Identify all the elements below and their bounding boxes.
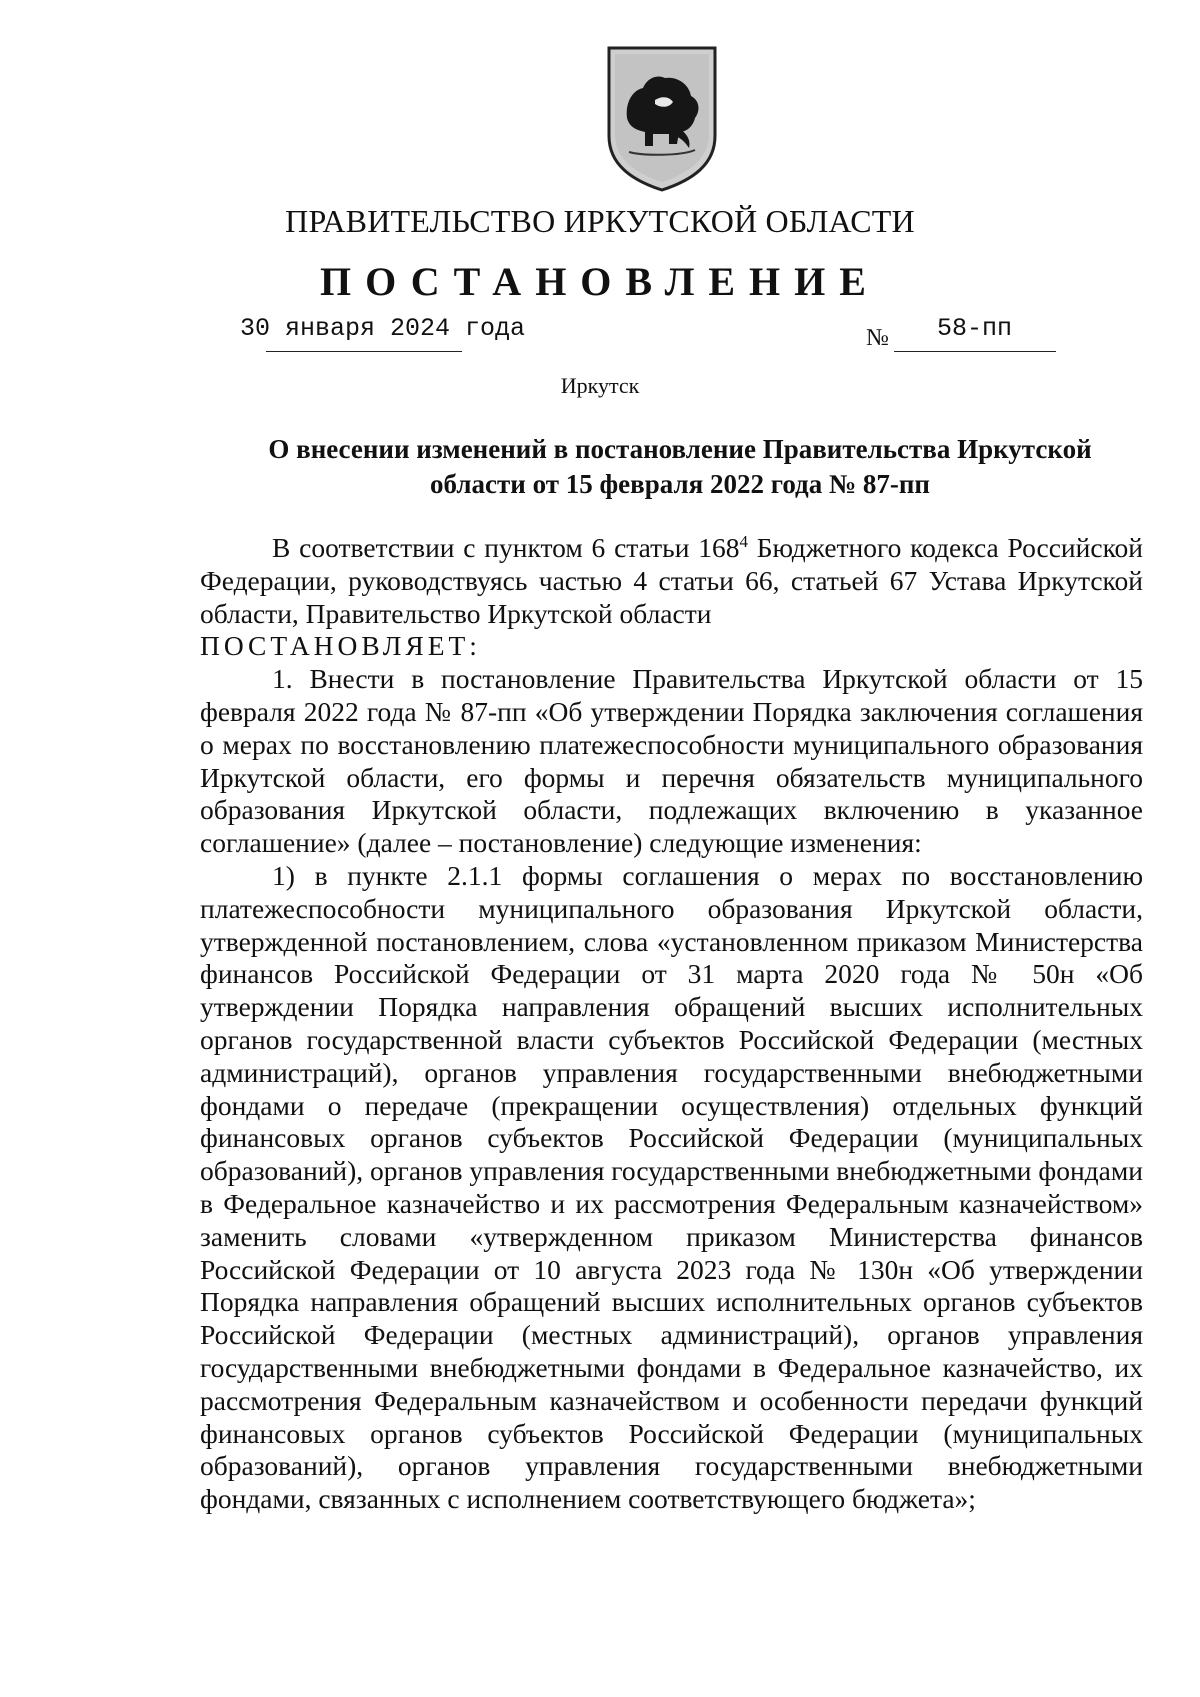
decree-word: ПОСТАНОВЛЯЕТ: [200,630,481,662]
paragraph-1: 1. Внести в постановление Правительства Иркутской области от 15 февраля 2022 года № 87-пп «Об утверждении Порядка заключения соглашения о мерах по восстановлению платежеспособности муниципального образования Иркутской области, его формы и перечня обязательств муниципального образования Иркутской области, подлежащих включению в указанное соглашение» (далее – постановление) следующие изменения: [200,663,1143,859]
coat-of-arms-icon [603,44,721,192]
preamble-text-continued: Бюджетного кодекса Российской Федерации, руководствуясь частью 4 статьи 66, статьей 67 Устава Иркутской области, Правительство Иркутской области [200,532,1144,629]
document-title-line-1: О внесении изменений в постановление Правительства Иркутской [268,434,1092,464]
preamble-paragraph [200,532,1143,630]
document-body [200,532,1143,1516]
city: Иркутск [560,373,640,398]
document-type: ПОСТАНОВЛЕНИЕ [320,259,880,304]
document-title-line-2: области от 15 февраля 2022 года № 87-пп [430,469,930,499]
article-superscript: 4 [739,532,748,551]
date-underline [266,351,462,352]
document-date: 30 января 2024 года [240,314,526,343]
paragraph-1-subitem-1: 1) в пункте 2.1.1 формы соглашения о мерах по восстановлению платежеспособности муниципального образования Иркутской области, утвержденной постановлением, слова «установленном приказом Министерства финансов Российской Федерации от 31 марта 2020 года № 50н «Об утверждении Порядка направления обращений высших исполнительных органов государственной власти субъектов Российской Федерации (местных администраций), органов управления государственными внебюджетными фондами о передаче (прекращении осуществления) отдельных функций финансовых органов субъектов Российской Федерации (муниципальных образований), органов управления государственными внебюджетными фондами в Федеральное казначейство и их рассмотрения Федеральным казначейством» заменить словами «утвержденном приказом Министерства финансов Российской Федерации от 10 августа 2023 года № 130н «Об утверждении Порядка направления обращений высших исполнительных органов субъектов Российской Федерации (местных администраций), органов управления государственными внебюджетными фондами в Федеральное казначейство, их рассмотрения Федеральным казначейством и особенности передачи функций финансовых органов субъектов Российской Федерации (муниципальных образований), органов управления государственными внебюджетными фондами, связанных с исполнением соответствующего бюджета»; [200,859,1143,1515]
number-sign: № [866,325,889,351]
number-underline [894,351,1056,352]
document-title [230,432,1130,502]
organization-name: ПРАВИТЕЛЬСТВО ИРКУТСКОЙ ОБЛАСТИ [285,203,915,239]
document-number: 58-пп [937,314,1013,343]
preamble-text: В соответствии с пунктом 6 статьи 168 [272,532,740,563]
